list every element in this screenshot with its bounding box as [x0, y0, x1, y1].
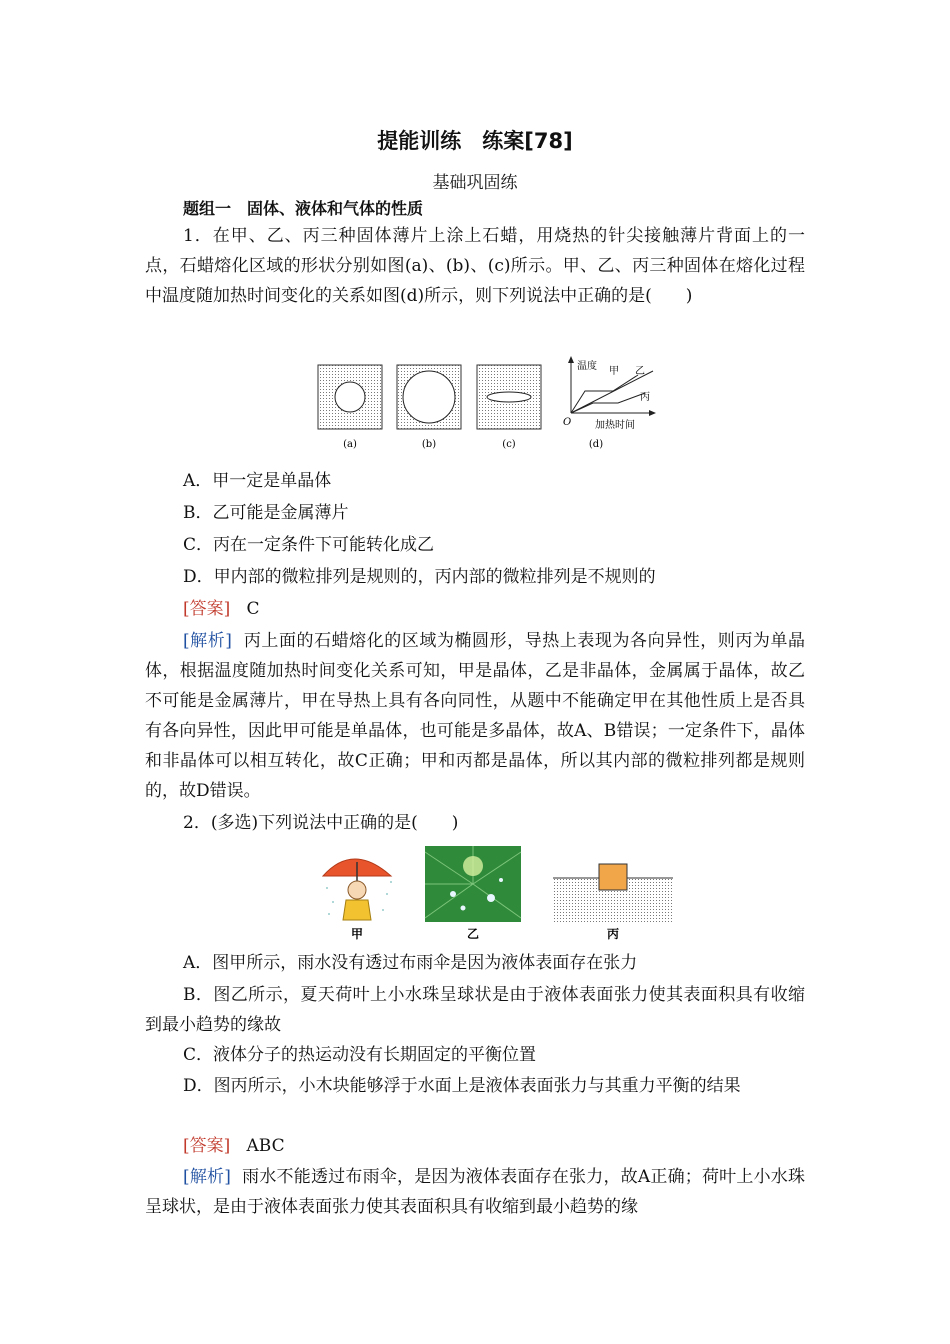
analysis-text: 雨水不能透过布雨伞，是因为液体表面存在张力，故A正确；荷叶上小水珠呈球状，是由于液体表面张力使其表面积具有收缩到最小趋势的缘 [145, 1167, 806, 1217]
label-a: (a) [343, 439, 357, 450]
label-d: (d) [588, 439, 604, 450]
q1-option-c: C．丙在一定条件下可能转化成乙 [183, 535, 435, 555]
answer-value: ABC [246, 1136, 285, 1156]
analysis-text: 丙上面的石蜡熔化的区域为椭圆形，导热上表现为各向异性，则丙为单晶体，根据温度随加热时间变化关系可知，甲是晶体，乙是非晶体，金属属于晶体，故乙不可能是金属薄片，甲在导热上具有各向同性，从题中不能确定甲在其他性质上是否具有各向异性，因此甲可能是单晶体，也可能是多晶体，故A、B错误；一定条件下，晶体和非晶体可以相互转化，故C正确；甲和丙都是晶体，所以其内部的微粒排列都是规则的，故D错误。 [145, 631, 806, 801]
q2-analysis [145, 1162, 805, 1222]
fig-label-bing: 丙 [606, 927, 620, 941]
melt-circle-b [403, 371, 455, 423]
label-b: (b) [421, 439, 437, 450]
answer-value: C [246, 599, 260, 619]
q1-option-b: B．乙可能是金属薄片 [183, 503, 349, 523]
group-heading: 题组一 固体、液体和气体的性质 [183, 199, 424, 218]
q2-option-c: C．液体分子的热运动没有长期固定的平衡位置 [183, 1045, 537, 1065]
label-c: (c) [502, 439, 516, 450]
q1-answer [183, 594, 260, 624]
origin-label: O [563, 417, 572, 428]
lotus-leaf-photo [425, 846, 521, 922]
y-label: 温度 [577, 361, 597, 372]
y-arrow [568, 356, 574, 363]
q1-stem: 1．在甲、乙、丙三种固体薄片上涂上石蜡，用烧热的针尖接触薄片背面上的一点，石蜡熔化区域的形状分别如图(a)、(b)、(c)所示。甲、乙、丙三种固体在熔化过程中温度随加热时间变化的关系如图(d)所示，则下列说法中正确的是( ) [145, 226, 805, 306]
q2-option-a: A．图甲所示，雨水没有透过布雨伞是因为液体表面存在张力 [183, 953, 638, 973]
answer-tag: [答案] [183, 1136, 231, 1156]
q1-option-d: D．甲内部的微粒排列是规则的，丙内部的微粒排列是不规则的 [183, 567, 656, 587]
section-subtitle: 基础巩固练 [432, 173, 518, 193]
q2-figure [313, 842, 693, 942]
x-arrow [649, 410, 656, 416]
q2-answer [183, 1131, 285, 1161]
fig-label-jia: 甲 [350, 927, 364, 941]
q2-option-b: B．图乙所示，夏天荷叶上小水珠呈球状是由于液体表面张力使其表面积具有收缩到最小趋势的缘故 [145, 985, 805, 1035]
floating-block-illustration [553, 864, 673, 922]
curve-label-yi: 乙 [635, 366, 645, 377]
melt-circle-a [335, 382, 365, 412]
q1-figure [313, 355, 673, 455]
umbrella-girl-illustration [323, 859, 392, 920]
analysis-tag: [解析] [183, 1167, 231, 1187]
x-label: 加热时间 [595, 420, 635, 431]
analysis-tag: [解析] [183, 631, 232, 651]
q2-stem: 2．(多选)下列说法中正确的是( ) [183, 813, 459, 833]
curve-label-bing: 丙 [640, 392, 650, 403]
q1-option-a: A．甲一定是单晶体 [183, 471, 332, 491]
fig-label-yi: 乙 [466, 927, 480, 941]
answer-tag: [答案] [183, 599, 231, 619]
q1-analysis [145, 626, 805, 806]
page-title: 提能训练 练案[78] [377, 129, 573, 153]
q2-option-d: D．图丙所示，小木块能够浮于水面上是液体表面张力与其重力平衡的结果 [183, 1076, 741, 1096]
melt-ellipse-c [487, 392, 531, 402]
curve-label-jia: 甲 [609, 366, 619, 377]
